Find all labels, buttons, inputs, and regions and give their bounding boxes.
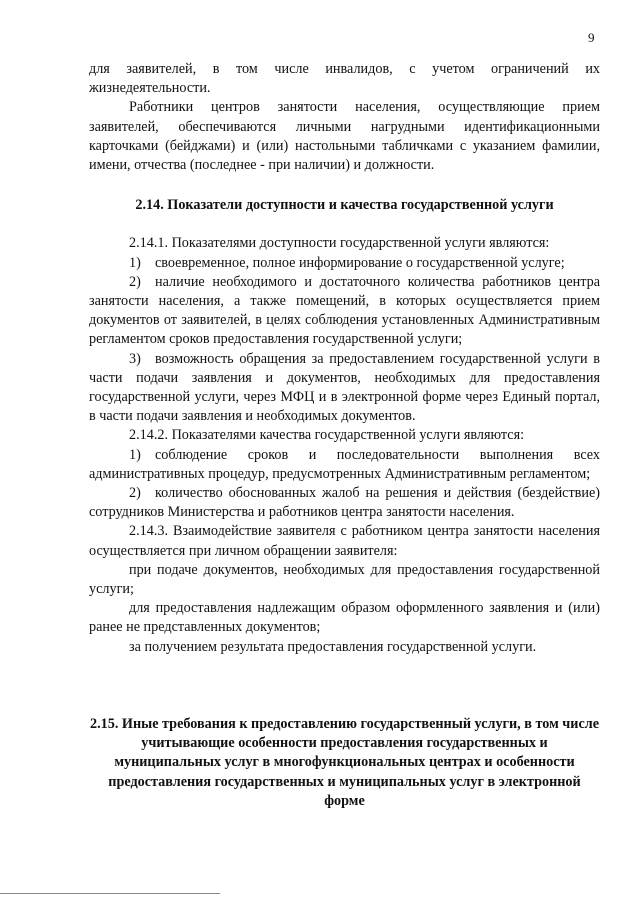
section-heading-2-15: 2.15. Иные требования к предоставлению государственный услуги, в том числе учитывающие особенности предоставления государственных и муниципальных услуг в многофункциональных центрах и особенности предоставления государственных и муниципальных услуг в электронной форме <box>89 715 600 809</box>
paragraph: 2.14.3. Взаимодействие заявителя с работником центра занятости населения осуществляется при личном обращении заявителя: <box>89 523 600 559</box>
footer-divider <box>0 893 220 894</box>
list-item: за получением результата предоставления государственной услуги. <box>129 638 537 655</box>
paragraph: 2.14.2. Показателями качества государственной услуги являются: <box>129 427 525 444</box>
list-item: 3) возможность обращения за предоставлением государственной услуги в части подачи заявления и документов, необходимых для предоставления государственной услуги, через МФЦ и в электронной форме через Единый портал, в части подачи заявления и необходимых документов. <box>89 350 600 425</box>
list-item: 2) количество обоснованных жалоб на решения и действия (бездействие) сотрудников Министерства и работников центра занятости населения. <box>89 485 600 521</box>
section-heading-2-14: 2.14. Показатели доступности и качества государственной услуги <box>135 197 554 214</box>
paragraph: для заявителей, в том числе инвалидов, с учетом ограничений их жизнедеятельности. <box>89 61 600 97</box>
page-number: 9 <box>588 30 595 45</box>
document-body <box>89 60 600 811</box>
list-item: 2) наличие необходимого и достаточного количества работников центра занятости населения, а также помещений, в которых осуществляется прием документов от заявителей, в целях соблюдения установленных Административным регламентом сроков предоставления государственной услуги; <box>89 273 600 348</box>
paragraph: Работники центров занятости населения, осуществляющие прием заявителей, обеспечиваются личными нагрудными идентификационными карточками (бейджами) и (или) настольными табличками с указанием фамилии, имени, отчества (последнее - при наличии) и должности. <box>89 99 600 174</box>
list-item: при подаче документов, необходимых для предоставления государственной услуги; <box>89 561 600 598</box>
paragraph: 2.14.1. Показателями доступности государственной услуги являются: <box>129 235 550 252</box>
list-item: 1) своевременное, полное информирование о государственной услуге; <box>129 254 565 271</box>
list-item: 1) соблюдение сроков и последовательности выполнения всех административных процедур, предусмотренных Административным регламентом; <box>89 446 600 482</box>
list-item: для предоставления надлежащим образом оформленного заявления и (или) ранее не представленных документов; <box>89 600 600 636</box>
